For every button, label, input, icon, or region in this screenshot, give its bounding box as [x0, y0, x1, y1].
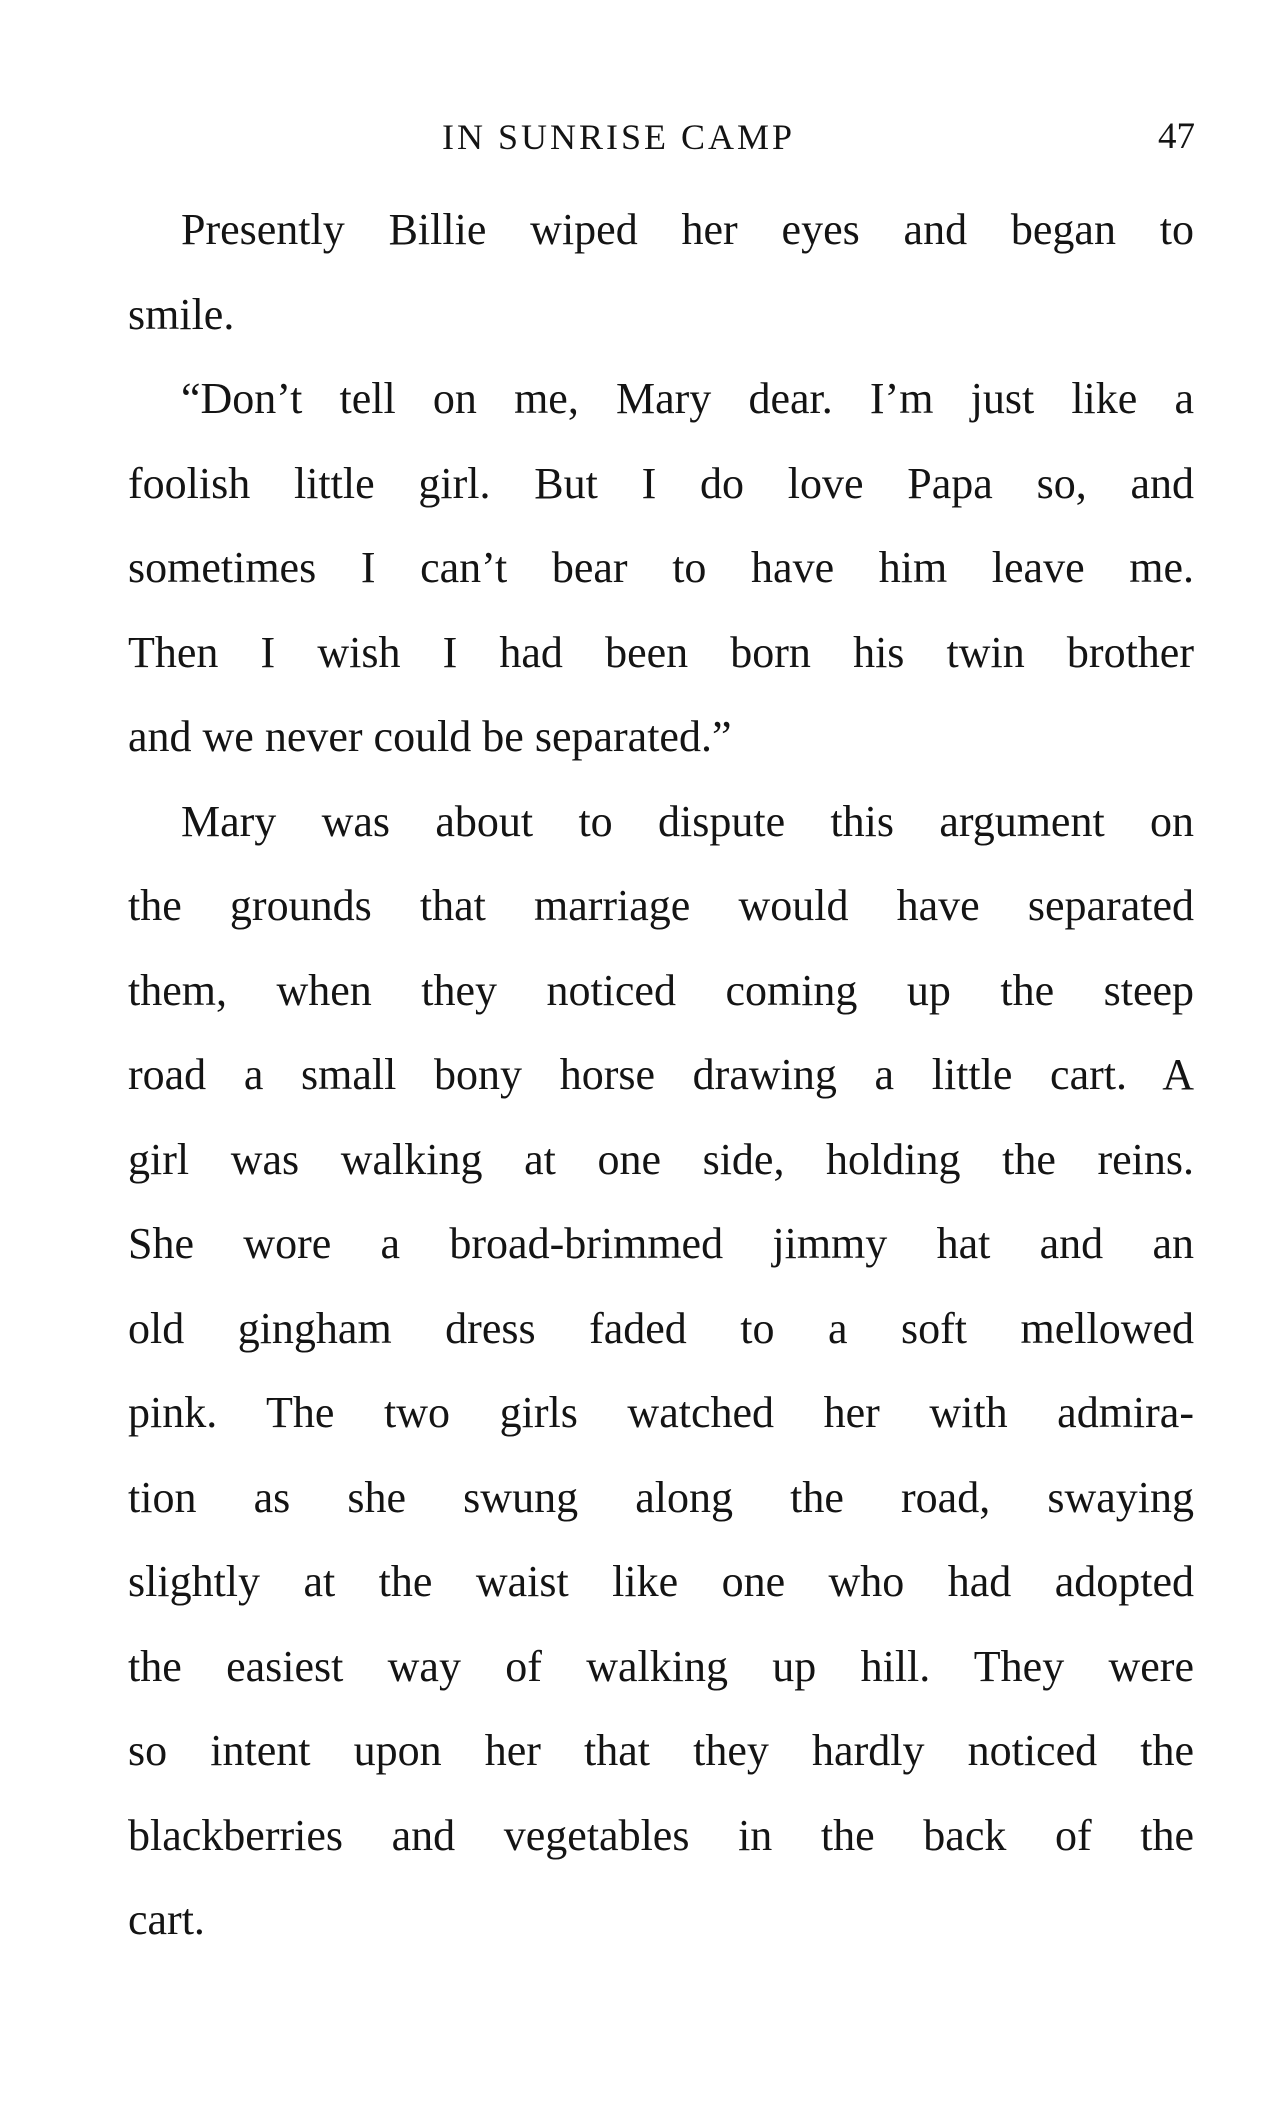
text-line: Presently Billie wiped her eyes and began to — [181, 205, 1194, 254]
text-line: old gingham dress faded to a soft mellowed — [128, 1303, 1194, 1353]
text-line: Mary was about to dispute this argument on — [181, 796, 1194, 846]
text-line: “Don’t tell on me, Mary dear. I’m just like a — [181, 374, 1194, 423]
text-line: blackberries and vegetables in the back of the — [128, 1810, 1194, 1860]
text-line: cart. — [128, 1895, 205, 1944]
running-title: IN SUNRISE CAMP — [442, 117, 796, 157]
text-line: slightly at the waist like one who had adopted — [128, 1557, 1194, 1606]
text-line: pink. The two girls watched her with admira- — [128, 1388, 1194, 1437]
text-line: them, when they noticed coming up the steep — [128, 965, 1194, 1015]
text-line: the grounds that marriage would have separated — [128, 881, 1194, 930]
page-number: 47 — [1158, 116, 1195, 157]
text-line: smile. — [128, 289, 235, 339]
text-line: tion as she swung along the road, swaying — [128, 1472, 1194, 1522]
text-line: Then I wish I had been born his twin brother — [128, 627, 1194, 677]
text-line: sometimes I can’t bear to have him leave me. — [128, 543, 1194, 592]
text-line: and we never could be separated.” — [128, 712, 732, 761]
text-line: She wore a broad-brimmed jimmy hat and an — [128, 1219, 1194, 1268]
body-text — [128, 188, 1194, 1963]
text-line: foolish little girl. But I do love Papa so, and — [128, 458, 1194, 508]
running-head — [130, 112, 1195, 162]
text-line: road a small bony horse drawing a little cart. A — [128, 1050, 1194, 1099]
text-line: the easiest way of walking up hill. They were — [128, 1641, 1194, 1691]
text-line: girl was walking at one side, holding the reins. — [128, 1134, 1194, 1184]
text-line: so intent upon her that they hardly noticed the — [128, 1726, 1194, 1775]
